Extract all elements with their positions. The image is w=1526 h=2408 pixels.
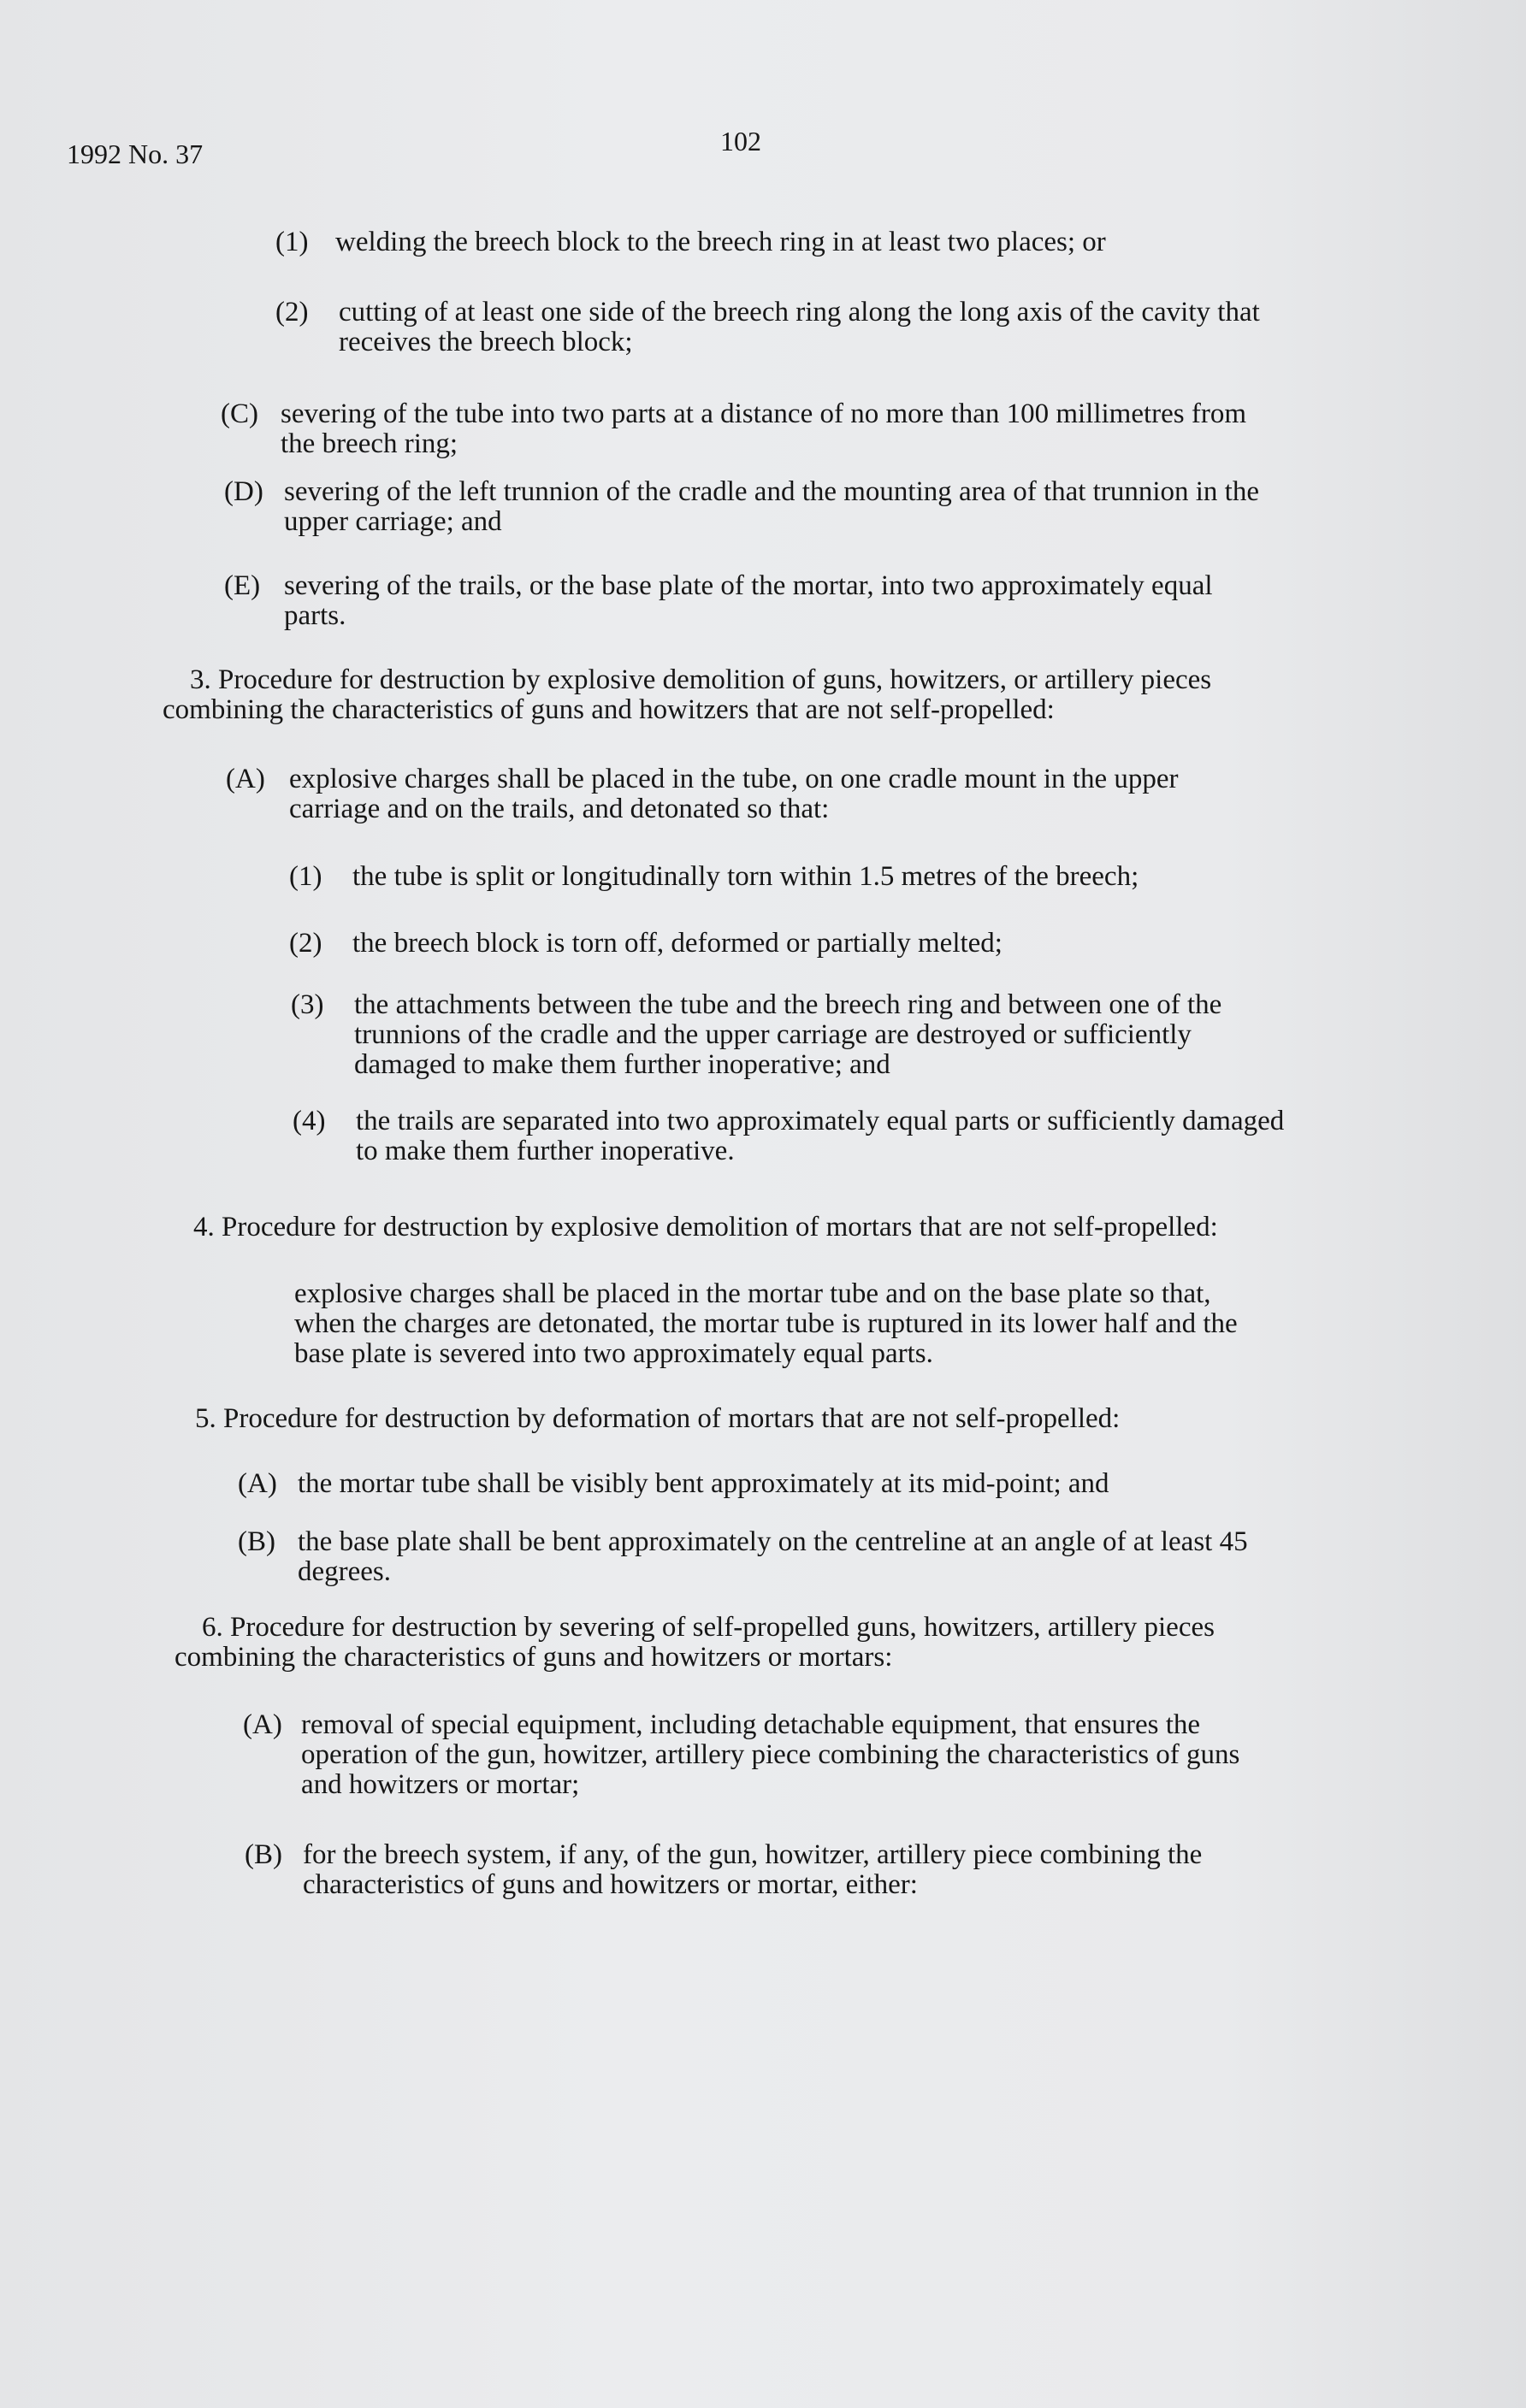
list-item-text: removal of special equipment, including detachable equipment, that ensures the operation of the gun, howitzer, artillery piece combining the characteristics of guns and howitzers or mortar; xyxy=(301,1709,1240,1800)
list-item-text: welding the breech block to the breech ring in at least two places; or xyxy=(335,227,1106,257)
list-marker: (1) xyxy=(289,861,322,892)
section-4-heading: 4. Procedure for destruction by explosive demolition of mortars that are not self-propelled: xyxy=(193,1212,1218,1242)
list-item-e xyxy=(224,571,1379,635)
list-marker: (B) xyxy=(238,1526,275,1557)
section-4-body: explosive charges shall be placed in the mortar tube and on the base plate so that, when the charges are detonated, the mortar tube is ruptured in its lower half and the base plate is severed into two approximately equal parts. xyxy=(294,1278,1238,1369)
list-item-text: the trails are separated into two approximately equal parts or sufficiently damaged to make them further inoperative. xyxy=(356,1106,1285,1166)
list-item-text: the attachments between the tube and the breech ring and between one of the trunnions of the cradle and the upper carriage are destroyed or sufficiently damaged to make them further inoperative; and xyxy=(354,989,1222,1080)
section-6-item-b xyxy=(245,1840,1399,1904)
section-3-item-4 xyxy=(293,1107,1405,1171)
section-3-item-2 xyxy=(289,929,1401,963)
list-marker: (C) xyxy=(221,398,258,429)
section-6-item-a xyxy=(243,1710,1398,1804)
list-item-text: severing of the trails, or the base plate of the mortar, into two approximately equal parts. xyxy=(284,570,1213,631)
section-5-item-a xyxy=(238,1469,1350,1503)
list-marker: (B) xyxy=(245,1839,282,1870)
list-item-d xyxy=(224,477,1379,541)
list-marker: (3) xyxy=(291,989,324,1020)
section-3-item-a xyxy=(226,764,1381,829)
list-item-text: for the breech system, if any, of the gun, howitzer, artillery piece combining the characteristics of guns and howitzers or mortar, either: xyxy=(303,1839,1203,1900)
document-reference: 1992 No. 37 xyxy=(67,139,204,169)
list-item-2 xyxy=(275,298,1387,362)
list-marker: (A) xyxy=(226,764,265,794)
list-item-text: severing of the left trunnion of the cradle and the mounting area of that trunnion in the upper carriage; and xyxy=(284,476,1259,537)
list-item-c xyxy=(221,399,1375,463)
list-item-1 xyxy=(275,227,1387,262)
list-marker: (2) xyxy=(289,928,322,959)
section-3-heading: 3. Procedure for destruction by explosive demolition of guns, howitzers, or artillery pieces combining the characteristics of guns and howitzers that are not self-propelled: xyxy=(163,664,1212,725)
list-marker: (A) xyxy=(243,1709,282,1740)
list-item-text: the mortar tube shall be visibly bent approximately at its mid-point; and xyxy=(298,1468,1109,1499)
list-item-text: severing of the tube into two parts at a distance of no more than 100 millimetres from the breech ring; xyxy=(281,398,1247,459)
list-marker: (1) xyxy=(275,227,309,257)
list-marker: (E) xyxy=(224,570,261,601)
section-3-item-3 xyxy=(291,990,1403,1084)
section-5-heading: 5. Procedure for destruction by deformation of mortars that are not self-propelled: xyxy=(195,1403,1121,1434)
list-item-text: cutting of at least one side of the breech ring along the long axis of the cavity that receives the breech block; xyxy=(339,297,1260,357)
list-item-text: explosive charges shall be placed in the tube, on one cradle mount in the upper carriage and on the trails, and detonated so that: xyxy=(289,764,1179,824)
list-marker: (4) xyxy=(293,1106,326,1136)
list-item-text: the base plate shall be bent approximately on the centreline at an angle of at least 45 degrees. xyxy=(298,1526,1248,1587)
page-number: 102 xyxy=(720,126,761,156)
list-marker: (A) xyxy=(238,1468,277,1499)
list-item-text: the tube is split or longitudinally torn within 1.5 metres of the breech; xyxy=(352,861,1139,892)
section-5-item-b xyxy=(238,1527,1393,1591)
section-6-heading: 6. Procedure for destruction by severing of self-propelled guns, howitzers, artillery pieces combining the characteristics of guns and howitzers or mortars: xyxy=(174,1612,1215,1673)
section-3-item-1 xyxy=(289,862,1401,896)
list-item-text: the breech block is torn off, deformed or partially melted; xyxy=(352,928,1003,959)
list-marker: (2) xyxy=(275,297,309,328)
list-marker: (D) xyxy=(224,476,263,507)
